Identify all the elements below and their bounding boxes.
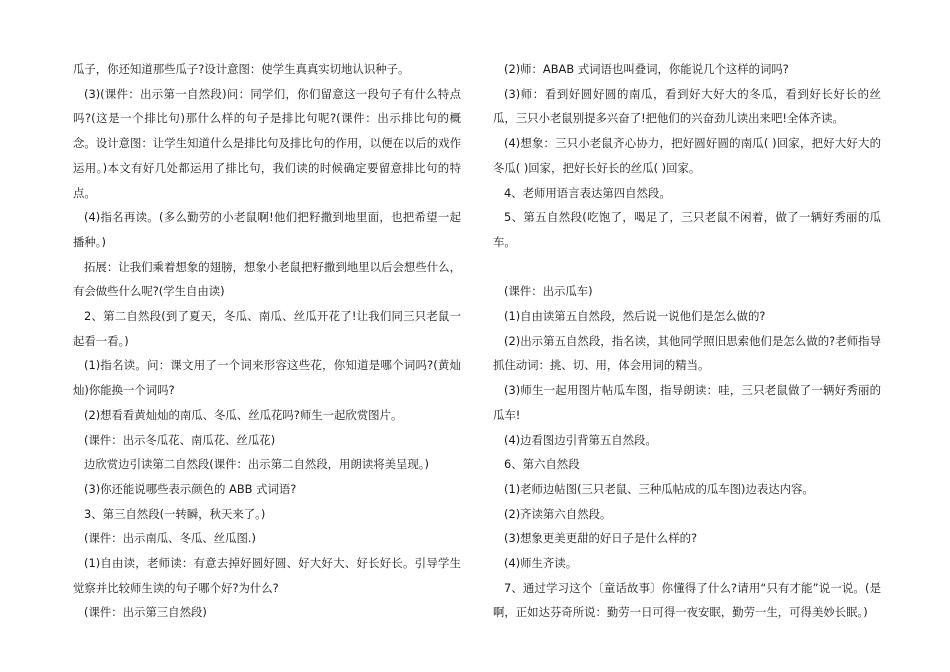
- paragraph: (1)自由读第五自然段，然后说一说他们是怎么做的?: [504, 309, 766, 324]
- paragraph: (2)出示第五自然段，指名读，其他同学照旧思索他们是怎么做的?老师指导抓住动词：挑、切、用，体会用词的精当。: [493, 333, 881, 373]
- paragraph: (3)(课件：出示第一自然段)问：同学们，你们留意这一段句子有什么特点吗?(这是一个排比句)那什么样的句子是排比句呢?(课件：出示排比句的概念。设计意图：让学生知道什么是排比句及排比句的作用，以便在以后的戏作运用。)本文有好几处都运用了排比句，我们读的时候确定要留意排比句的特点。: [73, 86, 461, 200]
- right-column: [493, 57, 881, 625]
- paragraph: (3)你还能说哪些表示颜色的 ABB 式词语?: [84, 481, 297, 496]
- blank-line: [493, 255, 881, 280]
- paragraph: 3、第三自然段(一转瞬，秋天来了。): [84, 506, 266, 521]
- paragraph: (4)师生齐读。: [504, 556, 578, 571]
- paragraph: (2)师：ABAB 式词语也叫叠词，你能说几个这样的词吗?: [504, 62, 789, 76]
- paragraph: (2)想看看黄灿灿的南瓜、冬瓜、丝瓜花吗?师生一起欣赏图片。: [84, 407, 403, 422]
- paragraph: 边欣赏边引读第二自然段(课件：出示第二自然段，用朗读将美呈现。): [84, 457, 429, 472]
- paragraph: 7、通过学习这个〔童话故事〕你懂得了什么?请用“只有才能”说一说。(是啊，正如达芬奇所说：勤劳一日可得一夜安眠，勤劳一生，可得美妙长眠。): [493, 580, 881, 620]
- paragraph: (课件：出示南瓜、冬瓜、丝瓜图.): [84, 531, 256, 546]
- paragraph: (4)边看图边引背第五自然段。: [504, 432, 657, 447]
- paragraph: (4)指名再读。(多么勤劳的小老鼠啊!他们把籽撒到地里面，也把希望一起播种。): [73, 210, 461, 249]
- paragraph: (课件：出示第三自然段): [84, 605, 207, 620]
- paragraph: 4、老师用语言表达第四自然段。: [504, 185, 671, 200]
- paragraph: 5、第五自然段(吃饱了，喝足了，三只老鼠不闲着，做了一辆好秀丽的瓜车。: [493, 210, 881, 249]
- paragraph: 拓展：让我们乘着想象的翅膀，想象小老鼠把籽撒到地里以后会想些什么，有会做些什么呢?(学生自由读): [73, 259, 461, 299]
- paragraph: (1)老师边帖图(三只老鼠、三种瓜帖成的瓜车图)边表达内容。: [504, 481, 814, 496]
- paragraph: 6、第六自然段: [504, 457, 580, 472]
- paragraph: (3)师：看到好圆好圆的南瓜，看到好大好大的冬瓜，看到好长好长的丝瓜，三只小老鼠别提多兴奋了!把他们的兴奋劲儿读出来吧!全体齐读。: [493, 86, 881, 126]
- paragraph: (3)想象更美更甜的好日子是什么样的?: [504, 531, 698, 546]
- paragraph: (1)指名读。问：课文用了一个词来形容这些花，你知道是哪个词吗?(黄灿灿)你能换一个词吗?: [73, 358, 461, 398]
- paragraph: (3)师生一起用图片帖瓜车图，指导朗读：哇，三只老鼠做了一辆好秀丽的瓜车!: [493, 383, 881, 422]
- paragraph: (课件：出示冬瓜花、南瓜花、丝瓜花): [84, 432, 276, 447]
- paragraph: (课件：出示瓜车): [504, 284, 593, 299]
- paragraph: (4)想象：三只小老鼠齐心协力，把好圆好圆的南瓜( )回家，把好大好大的冬瓜( )回家，把好长好长的丝瓜( )回家。: [493, 136, 881, 175]
- paragraph: 瓜子，你还知道那些瓜子?设计意图：使学生真真实切地认识种子。: [73, 62, 410, 76]
- left-column: [73, 57, 461, 625]
- paragraph: (2)齐读第六自然段。: [504, 506, 612, 521]
- paragraph: 2、第二自然段(到了夏天，冬瓜、南瓜、丝瓜开花了!让我们同三只老鼠一起看一看。): [73, 309, 461, 348]
- paragraph: (1)自由读，老师读：有意去掉好圆好圆、好大好大、好长好长。引导学生觉察并比较师生读的句子哪个好?为什么?: [73, 556, 461, 595]
